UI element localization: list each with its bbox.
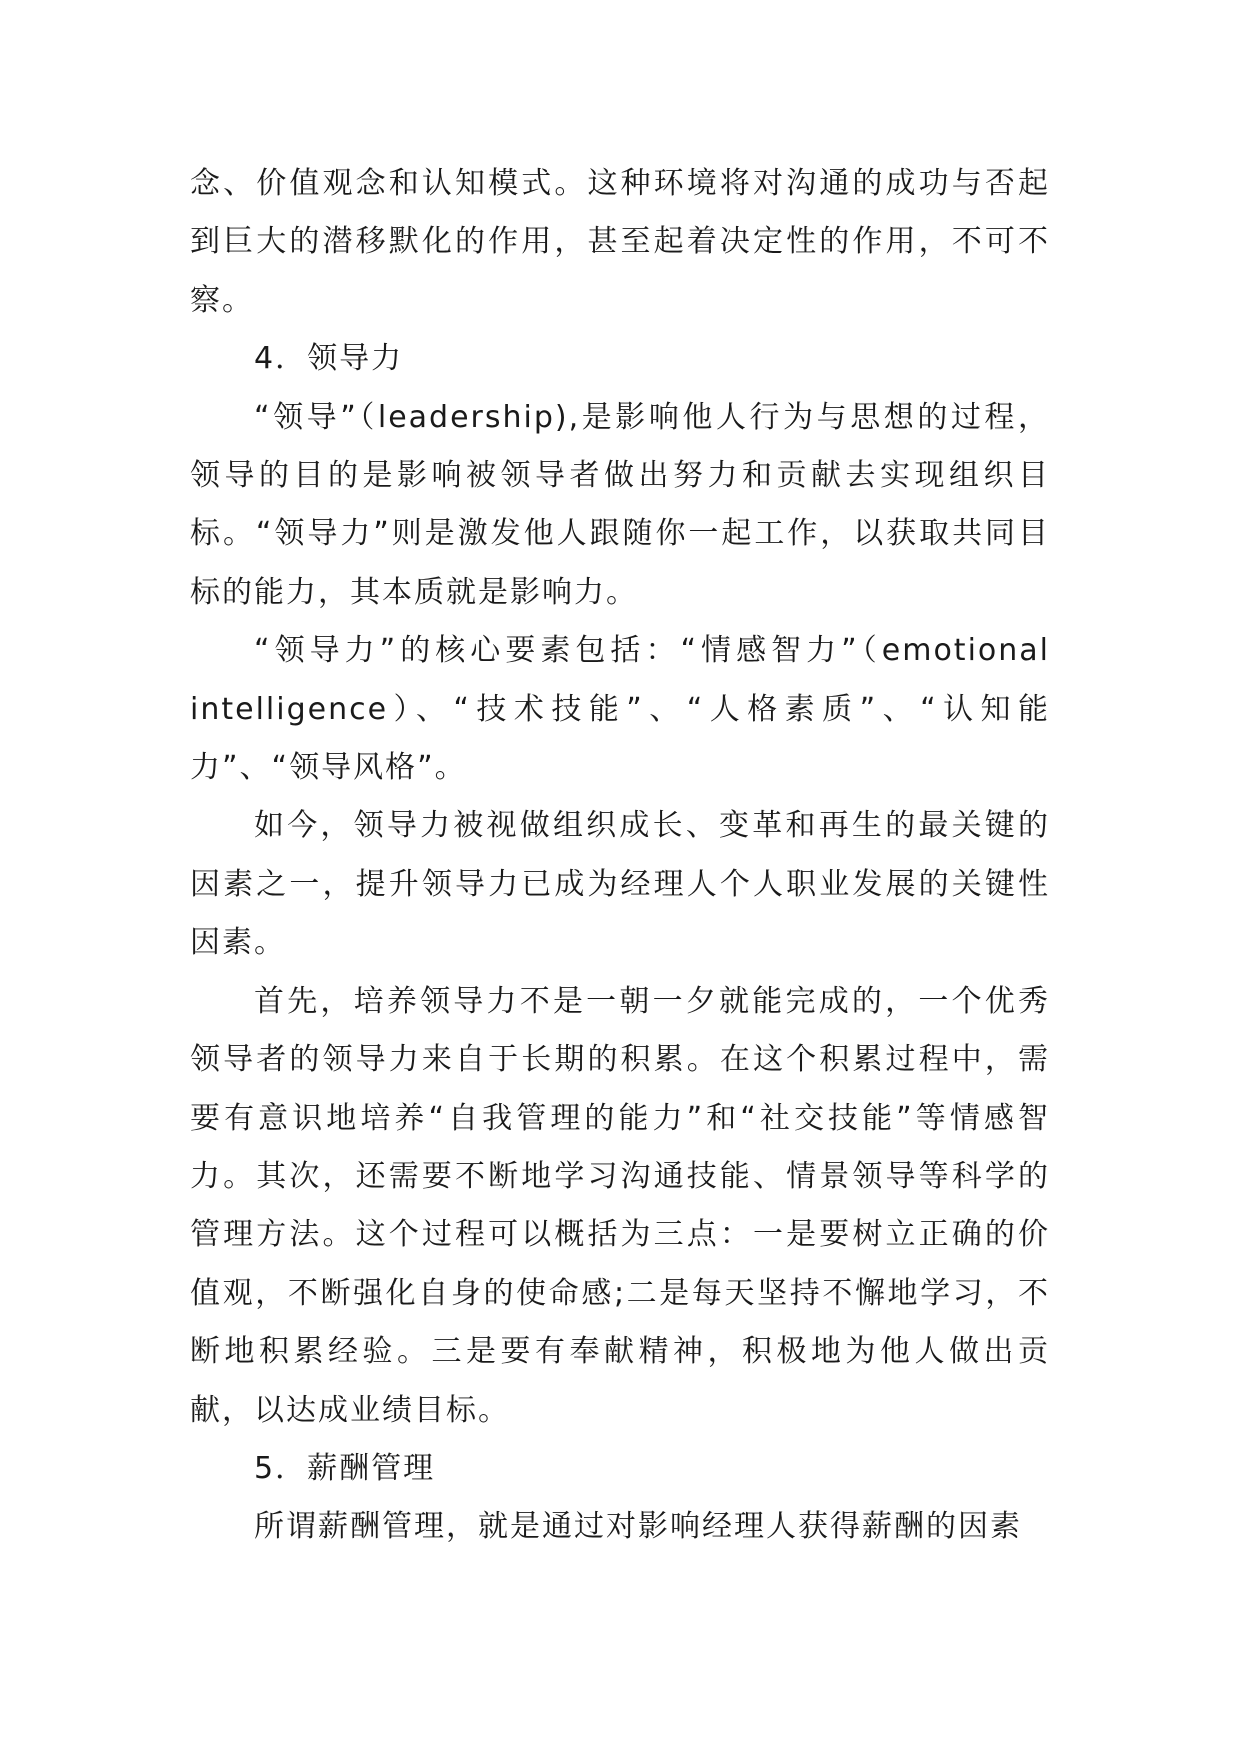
- document-body: [190, 155, 1050, 1557]
- paragraph-leadership-elements: “领导力”的核心要素包括：“情感智力”（emotional intelligence）、“技术技能”、“人格素质”、“认知能力”、“领导风格”。: [190, 633, 1050, 786]
- section-heading-leadership: 4．领导力: [254, 341, 404, 377]
- section-heading-compensation: 5．薪酬管理: [254, 1450, 436, 1486]
- paragraph-compensation-definition: 所谓薪酬管理，就是通过对影响经理人获得薪酬的因素: [254, 1509, 1022, 1545]
- paragraph-continuation: 念、价值观念和认知模式。这种环境将对沟通的成功与否起到巨大的潜移默化的作用，甚至起着决定性的作用，不可不察。: [190, 166, 1050, 318]
- paragraph-leadership-importance: 如今，领导力被视做组织成长、变革和再生的最关键的因素之一，提升领导力已成为经理人个人职业发展的关键性因素。: [190, 808, 1050, 961]
- paragraph-leadership-definition: “领导”（leadership),是影响他人行为与思想的过程，领导的目的是影响被领导者做出努力和贡献去实现组织目标。“领导力”则是激发他人跟随你一起工作，以获取共同目标的能力，其本质就是影响力。: [190, 399, 1050, 610]
- paragraph-leadership-cultivation: 首先，培养领导力不是一朝一夕就能完成的，一个优秀领导者的领导力来自于长期的积累。在这个积累过程中，需要有意识地培养“自我管理的能力”和“社交技能”等情感智力。其次，还需要不断地学习沟通技能、情景领导等科学的管理方法。这个过程可以概括为三点：一是要树立正确的价值观，不断强化自身的使命感;二是每天坚持不懈地学习，不断地积累经验。三是要有奉献精神，积极地为他人做出贡献，以达成业绩目标。: [190, 983, 1050, 1428]
